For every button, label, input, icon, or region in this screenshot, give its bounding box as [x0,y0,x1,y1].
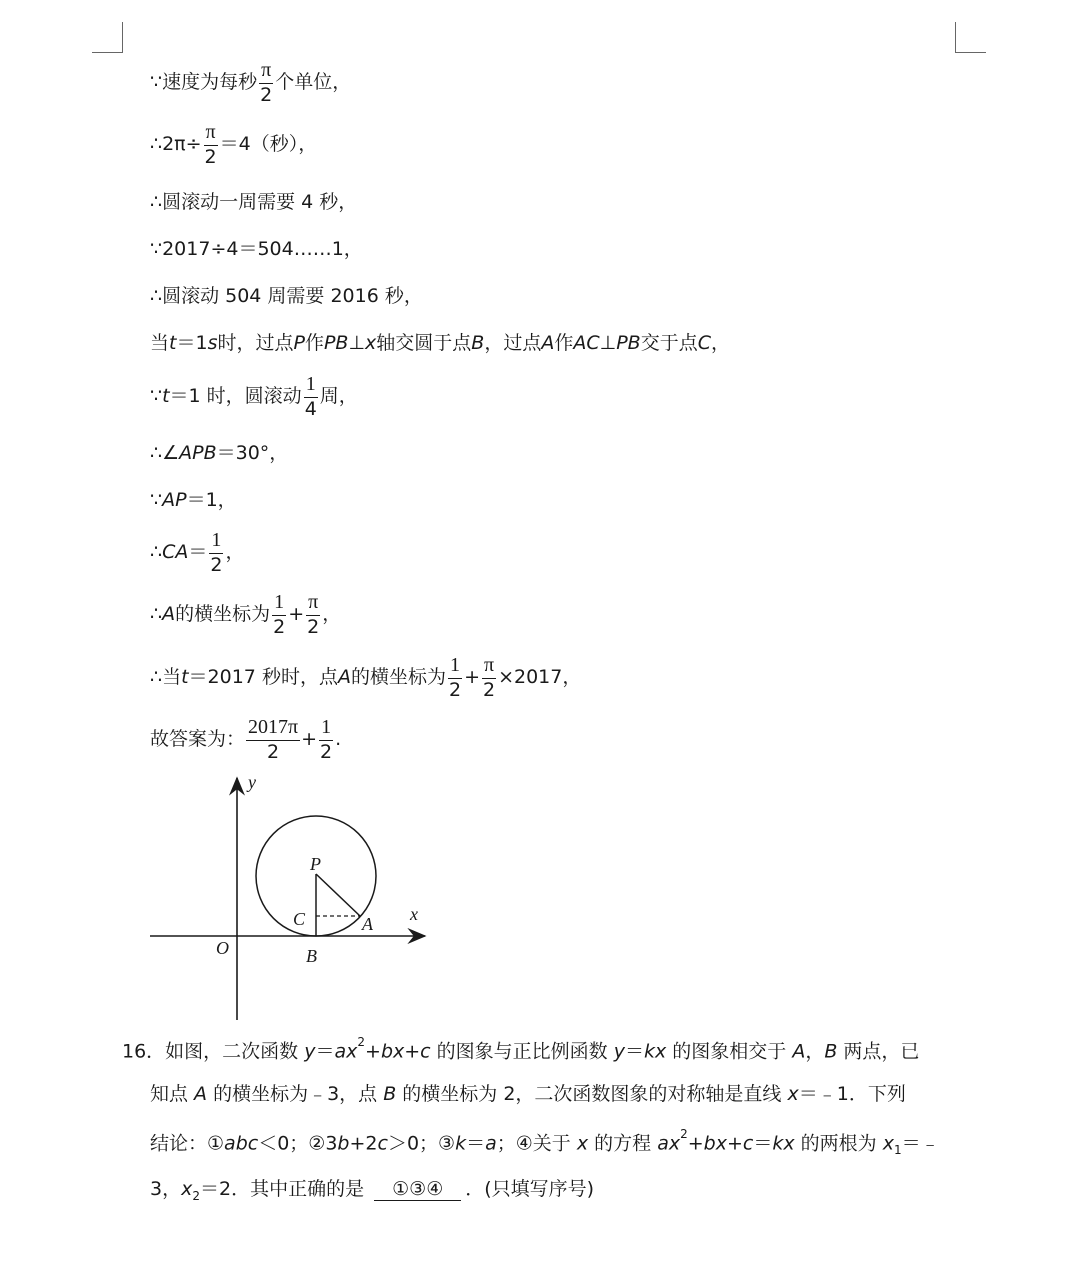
page-corner-mark-right [955,22,986,53]
fraction-pi-over-2: $\frac{\pi}{2}$ [482,654,496,701]
solution-line-7: ∵ t ＝1 时，圆滚动 $\frac{1}{4}$ 周， [150,373,358,420]
label-a: A [362,914,373,934]
solution-line-9: ∵ AP ＝1， [150,489,237,511]
answer-blank: ①③④ [374,1180,461,1201]
page-corner-mark-left [92,22,123,53]
question-16-line-3: 结论：①abc＜0；②3b+2c＞0；③k＝a；④关于 x 的方程 $ax^2+bx+c=kx$ 的两根为 $x_1=﹣$ [150,1127,940,1158]
rolling-circle-figure [140,770,440,1025]
label-b: B [306,946,317,966]
solution-line-4: ∵2017÷4＝504……1， [150,238,363,260]
solution-line-6: 当 t ＝1 s 时，过点 P 作 PB ⊥ x 轴交圆于点 B ，过点 A 作 AC ⊥ PB 交于点 C ， [150,332,731,354]
label-c: C [293,909,306,929]
solution-line-2: ∴2π÷ $\frac{\pi}{2}$ ＝4（秒）， [150,121,318,168]
fraction-pi-over-2: $\frac{\pi}{2}$ [307,591,320,638]
fraction-pi-over-2: $\frac{\pi}{2}$ [204,121,217,168]
solution-line-8: ∴∠ APB ＝30°， [150,442,289,464]
solution-answer-line: 故答案为： $\frac{2017\pi}{2}$ + $\frac{1}{2}$ . [150,716,342,763]
solution-line-3: ∴圆滚动一周需要 4 秒， [150,191,358,213]
fraction-one-half: $\frac{1}{2}$ [273,591,286,638]
question-16-line-4: 3，$x_2=2$．其中正确的是 ①③④ ．(只填写序号) [150,1178,595,1203]
label-p: P [310,854,321,874]
fraction-one-half: $\frac{1}{2}$ [448,654,462,701]
question-16-line-1: 16．如图，二次函数 $y=ax^2+bx+c$ 的图象与正比例函数 y＝kx 的图象相交于 A，B 两点，已 [122,1035,920,1063]
label-o: O [216,938,229,958]
solution-line-10: ∴ CA ＝ $\frac{1}{2}$ ， [150,529,245,576]
fraction-one-quarter: $\frac{1}{4}$ [304,373,317,420]
label-x: x [410,904,418,924]
fraction-one-half: $\frac{1}{2}$ [320,716,333,763]
question-16-line-2: 知点 A 的横坐标为﹣3，点 B 的横坐标为 2，二次函数图象的对称轴是直线 x＝﹣1．下列 [150,1083,906,1105]
segment-pa [316,874,360,916]
solution-line-1: ∵速度为每秒 $\frac{\pi}{2}$ 个单位， [150,59,352,106]
fraction-2017pi-over-2: $\frac{2017\pi}{2}$ [248,716,299,763]
solution-line-5: ∴圆滚动 504 周需要 2016 秒， [150,285,423,307]
solution-line-12: ∴当 t ＝2017 秒时，点 A 的横坐标为 $\frac{1}{2}$ + $\frac{\pi}{2}$ ×2017， [150,654,582,701]
fraction-one-half: $\frac{1}{2}$ [210,529,223,576]
solution-line-11: ∴ A 的横坐标为 $\frac{1}{2}$ + $\frac{\pi}{2}$ ， [150,591,342,638]
fraction-pi-over-2: $\frac{\pi}{2}$ [260,59,273,106]
label-y: y [248,772,256,792]
